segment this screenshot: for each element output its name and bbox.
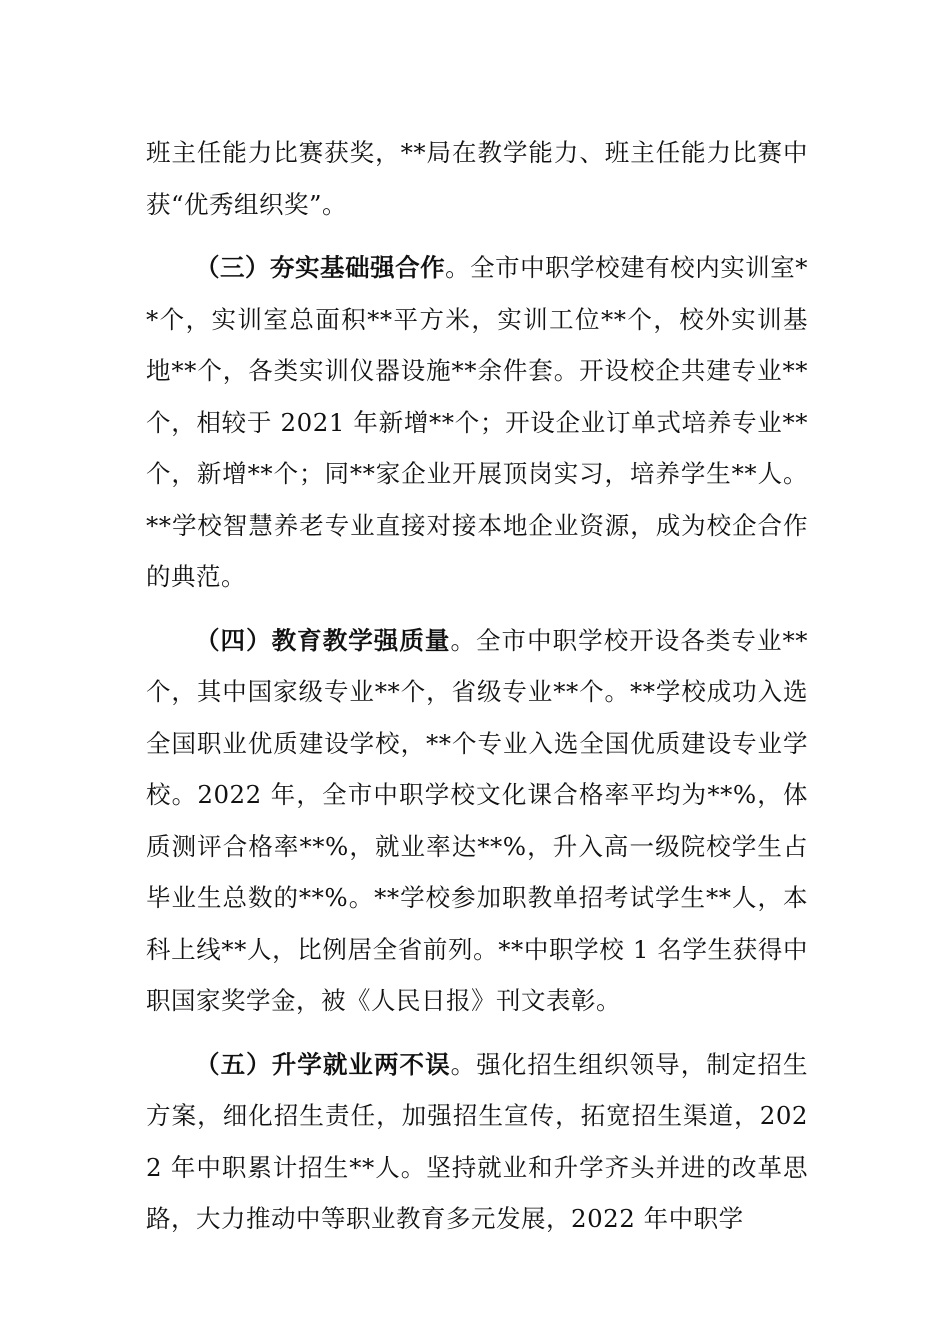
section-3-paragraph (146, 242, 808, 603)
section-4-text: 。全市中职学校开设各类专业**个，其中国家级专业**个，省级专业**个。**学校成功入选全国职业优质建设学校，**个专业入选全国优质建设专业学校。2022 年，全市中职学校文化课合格率平均为**%，体质测评合格率**%，就业率达**%，升入高一级院校学生占毕业生总数的**%。**学校参加职教单招考试学生**人，本科上线**人，比例居全省前列。**中职学校 1 名学生获得中职国家奖学金，被《人民日报》刊文表彰。 (146, 625, 809, 1015)
section-5-paragraph (146, 1039, 808, 1245)
paragraph-text: 班主任能力比赛获奖，**局在教学能力、班主任能力比赛中获“优秀组织奖”。 (146, 138, 808, 219)
section-4-paragraph (146, 615, 808, 1027)
paragraph-continuation (146, 127, 808, 230)
section-4-heading: （四）教育教学强质量 (195, 625, 451, 655)
section-5-text: 。强化招生组织领导，制定招生方案，细化招生责任，加强招生宣传，拓宽招生渠道，2022 年中职累计招生**人。坚持就业和升学齐头并进的改革思路，大力推动中等职业教育多元发展，2022 年中职学 (146, 1049, 809, 1233)
section-3-text: 。全市中职学校建有校内实训室**个，实训室总面积**平方米，实训工位**个，校外实训基地**个，各类实训仪器设施**余件套。开设校企共建专业**个，相较于 2021 年新增**个；开设企业订单式培养专业**个，新增**个；同**家企业开展顶岗实习，培养学生**人。**学校智慧养老专业直接对接本地企业资源，成为校企合作的典范。 (146, 253, 809, 591)
section-5-heading: （五）升学就业两不误 (195, 1049, 451, 1079)
section-3-heading: （三）夯实基础强合作 (195, 253, 446, 282)
document-page (146, 127, 808, 1257)
